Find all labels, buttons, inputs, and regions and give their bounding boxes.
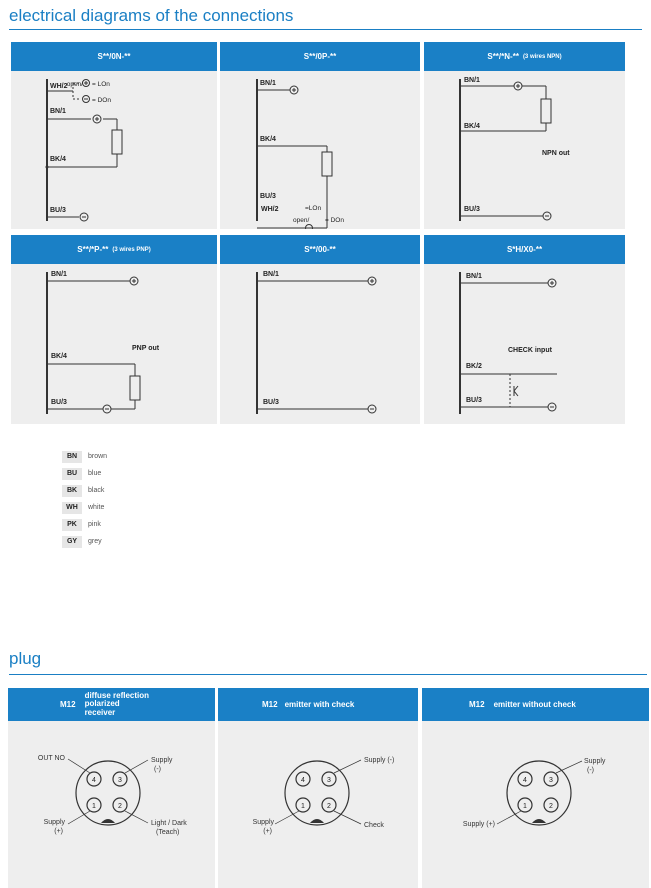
svg-text:(-): (-) xyxy=(587,767,594,774)
svg-text:4: 4 xyxy=(301,777,305,784)
diagram-header: S**/0P-** xyxy=(220,42,420,71)
diagram-panel-00 xyxy=(220,235,420,424)
svg-text:(-): (-) xyxy=(154,766,161,773)
section-divider xyxy=(9,29,642,30)
diagram-panel-npn xyxy=(424,42,625,229)
note-don: = DOn xyxy=(325,217,344,224)
plug-panel-emitter-no-check xyxy=(422,688,649,888)
svg-text:3: 3 xyxy=(327,777,331,784)
svg-text:3: 3 xyxy=(118,777,122,784)
wire-color-legend xyxy=(62,448,107,550)
note-lon: =LOn xyxy=(305,205,322,212)
wire-label-bk4: BK/4 xyxy=(50,156,66,163)
plug-panel-emitter-check xyxy=(218,688,418,888)
wire-label-bn1: BN/1 xyxy=(263,271,279,278)
section-title-diagrams: electrical diagrams of the connections xyxy=(9,6,294,25)
legend-row: GY grey xyxy=(62,533,107,550)
legend-row: BK black xyxy=(62,482,107,499)
diagram-header: S**/*P-** (3 wires PNP) xyxy=(11,235,217,264)
svg-text:(Teach): (Teach) xyxy=(156,829,180,836)
legend-row: BN brown xyxy=(62,448,107,465)
diagram-panel-x0 xyxy=(424,235,625,424)
wiring-diagram xyxy=(424,264,625,424)
svg-text:2: 2 xyxy=(327,803,331,810)
wire-label-bu3: BU/3 xyxy=(260,193,276,200)
legend-row: BU blue xyxy=(62,465,107,482)
pin-label-out-no: OUT NO xyxy=(37,755,65,762)
pin-label-check: Check xyxy=(364,822,384,829)
diagram-header: S**/0N-** xyxy=(11,42,217,71)
wire-label-bk4: BK/4 xyxy=(51,353,67,360)
npn-out-label: NPN out xyxy=(542,150,570,157)
wiring-diagram xyxy=(11,264,217,424)
pin-label-supply-plus: Supply xyxy=(43,819,65,826)
wire-label-bk4: BK/4 xyxy=(260,136,276,143)
diagram-panel-pnp xyxy=(11,235,217,424)
wire-label-bn1: BN/1 xyxy=(260,80,276,87)
wire-label-bk2: BK/2 xyxy=(466,363,482,370)
check-input-label: CHECK input xyxy=(508,347,552,354)
wire-label-bk4: BK/4 xyxy=(464,123,480,130)
wire-label-bu3: BU/3 xyxy=(466,397,482,404)
pin-label-supply-plus: Supply xyxy=(252,819,274,826)
note-open: open/ xyxy=(66,81,83,88)
wire-label-bu3: BU/3 xyxy=(263,399,279,406)
wire-label-wh2: WH/2 xyxy=(261,206,279,213)
svg-text:3: 3 xyxy=(549,777,553,784)
svg-text:1: 1 xyxy=(92,803,96,810)
wire-label-bu3: BU/3 xyxy=(464,206,480,213)
plug-header: M12 emitter with check xyxy=(218,688,418,721)
note-lon: = LOn xyxy=(92,81,110,88)
wiring-diagram xyxy=(424,71,625,229)
m12-connector-diagram xyxy=(422,721,649,888)
svg-text:4: 4 xyxy=(523,777,527,784)
plug-header: M12 diffuse reflection polarized receiver xyxy=(8,688,215,721)
wire-label-bn1: BN/1 xyxy=(464,77,480,84)
svg-text:2: 2 xyxy=(118,803,122,810)
pin-label-light-dark: Light / Dark xyxy=(151,820,187,827)
diagram-header: S**/*N-** (3 wires NPN) xyxy=(424,42,625,71)
pin-label-supply: Supply xyxy=(584,758,606,765)
svg-text:(+): (+) xyxy=(54,828,63,835)
note-open: open/ xyxy=(293,217,310,224)
svg-text:1: 1 xyxy=(523,803,527,810)
wiring-diagram xyxy=(11,71,217,229)
pnp-out-label: PNP out xyxy=(132,345,160,352)
diagram-header: S**/00-** xyxy=(220,235,420,264)
pin-label-supply-minus: Supply (-) xyxy=(364,757,395,764)
diagram-header: S*H/X0-** xyxy=(424,235,625,264)
wire-label-bu3: BU/3 xyxy=(51,399,67,406)
wire-label-bn1: BN/1 xyxy=(50,108,66,115)
plug-header: M12 emitter without check xyxy=(422,688,649,721)
pin-label-supply-plus: Supply (+) xyxy=(462,821,495,828)
svg-text:(+): (+) xyxy=(263,828,272,835)
wire-label-wh2: WH/2 xyxy=(50,83,68,90)
m12-connector-diagram xyxy=(8,721,215,888)
diagram-panel-0n xyxy=(11,42,217,229)
wire-label-bn1: BN/1 xyxy=(466,273,482,280)
plug-panel-receiver xyxy=(8,688,215,888)
section-divider xyxy=(9,674,647,675)
svg-text:1: 1 xyxy=(301,803,305,810)
note-don: = DOn xyxy=(92,97,111,104)
legend-row: PK pink xyxy=(62,516,107,533)
m12-connector-diagram xyxy=(218,721,418,888)
wire-label-bu3: BU/3 xyxy=(50,207,66,214)
pin-label-supply: Supply xyxy=(151,757,173,764)
wiring-diagram xyxy=(220,264,420,424)
legend-row: WH white xyxy=(62,499,107,516)
wire-label-bn1: BN/1 xyxy=(51,271,67,278)
svg-text:4: 4 xyxy=(92,777,96,784)
section-title-plug: plug xyxy=(9,649,42,668)
svg-text:2: 2 xyxy=(549,803,553,810)
